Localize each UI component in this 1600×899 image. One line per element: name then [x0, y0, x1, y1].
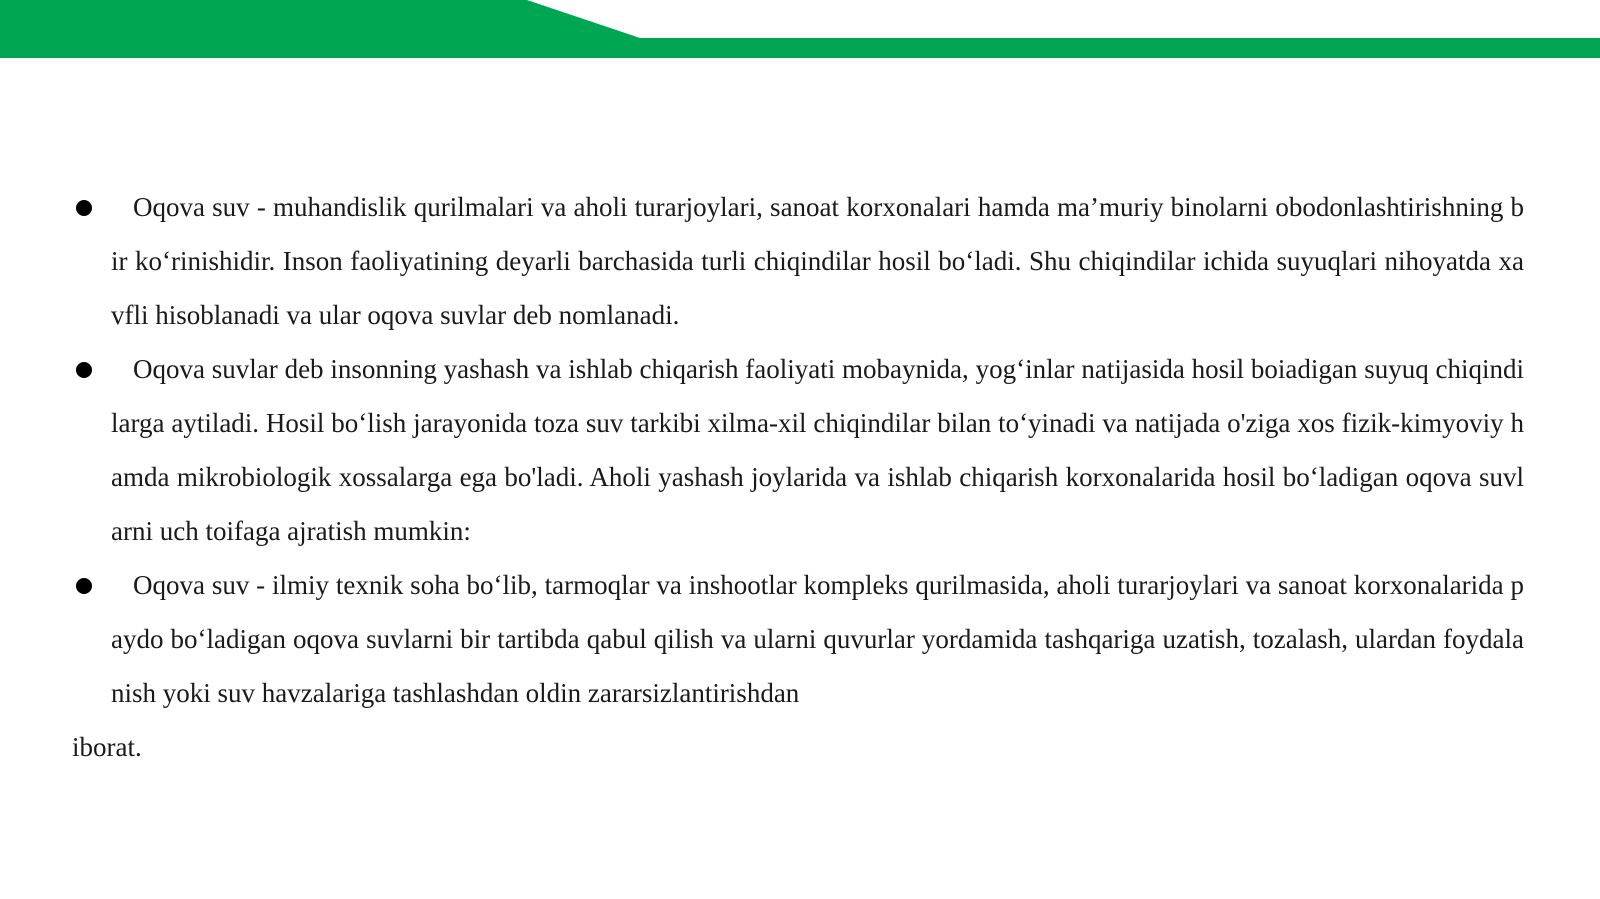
header-accent-shape — [0, 0, 1600, 58]
bullet-text: Oqova suv - muhandislik qurilmalari va aholi turarjoylari, sanoat korxonalari hamda ma’muriy binolarni obodonlashtirishning bir ko‘rinishidir. Inson faoliyatining deyarli barchasida turli chiqindilar hosil bo‘ladi. Shu chiqindilar ichida suyuqlari nihoyatda xavfli hisoblanadi va ular oqova suvlar deb nomlanadi. — [111, 192, 1524, 330]
bullet-dot — [76, 200, 92, 216]
bullet-text: Oqova suv - ilmiy texnik soha bo‘lib, tarmoqlar va inshootlar kompleks qurilmasida, aholi turarjoylari va sanoat korxonalarida paydo bo‘ladigan oqova suvlarni bir tartibda qabul qilish va ularni quvurlar yordamida tashqariga uzatish, tozalash, ulardan foydalanish yoki suv havzalariga tashlashdan oldin zararsizlantirishdan — [111, 570, 1524, 708]
header-accent-band — [0, 0, 1600, 60]
bullet-dot — [76, 578, 92, 594]
bullet-item-3 — [72, 558, 1524, 720]
bullet-text: Oqova suvlar deb insonning yashash va ishlab chiqarish faoliyati mobaynida, yog‘inlar natijasida hosil boiadigan suyuq chiqindilarga aytiladi. Hosil bo‘lish jarayonida toza suv tarkibi xilma-xil chiqindilar bilan to‘yinadi va natijada o'ziga xos fizik-kimyoviy hamda mikrobiologik xossalarga ega bo'ladi. Aholi yashash joylarida va ishlab chiqarish korxonalarida hosil bo‘ladigan oqova suvlarni uch toifaga ajratish mumkin: — [111, 354, 1524, 546]
bullet-item-2 — [72, 342, 1524, 558]
bullet-dot — [76, 362, 92, 378]
bullet-list — [72, 180, 1524, 774]
continuation-text: iborat. — [72, 732, 142, 762]
bullet-item-1 — [72, 180, 1524, 342]
